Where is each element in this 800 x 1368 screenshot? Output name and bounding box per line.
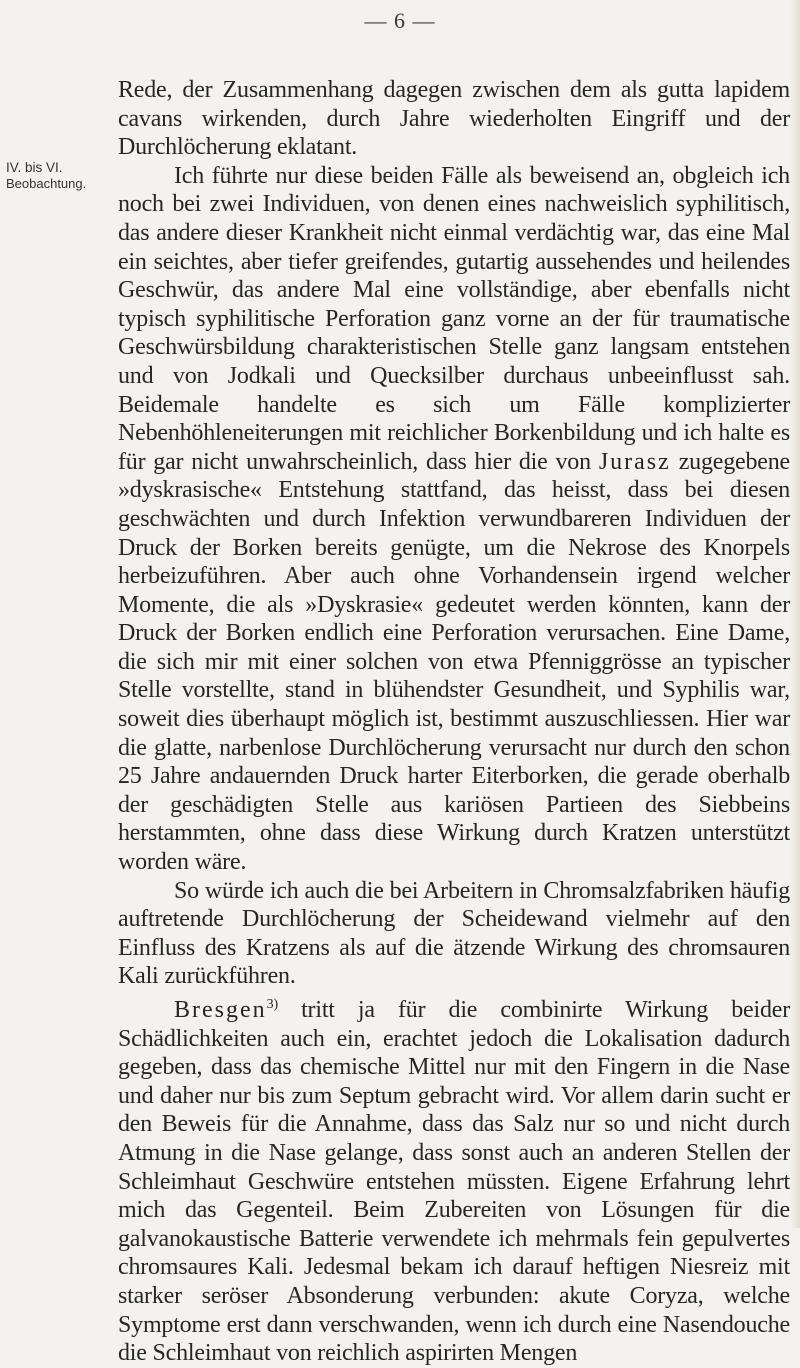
paragraph-3 [118,877,790,991]
paragraph-2-text-before: Ich führte nur diese beiden Fälle als beweisend an, obgleich ich noch bei zwei Individuen, von denen eines nachweislich syphilitisch, das andere dieser Krankheit nicht einmal verdächtig war, das eine Mal ein seichtes, aber tiefer greifendes, gutartig aussehendes und heilendes Geschwür, das andere Mal eine vollständige, aber ebenfalls nicht typisch syphilitische Perforation ganz vorne an der für traumatische Geschwürsbildung charakteristischen Stelle ganz langsam entstehen und von Jodkali und Quecksilber durchaus unbeeinflusst sah. Beidemale handelte es sich um Fälle komplizierter Nebenhöhleneiterungen mit reichlicher Borkenbildung und ich halte es für gar nicht unwahrscheinlich, dass hier die von [118,162,790,475]
page-edge-shadow [790,0,800,1228]
paragraph-4 [118,991,790,1368]
paragraph-2-text-after: zugegebene »dyskrasische« Entstehung stattfand, das heisst, dass bei diesen geschwächten und durch Infektion verwundbareren Individuen der Druck der Borken bereits genügte, um die Nekrose des Knorpels herbeizuführen. Aber auch ohne Vorhandensein irgend welcher Momente, die als »Dyskrasie« gedeutet werden könnten, kann der Druck der Borken endlich eine Perforation verursachen. Eine Dame, die sich mir mit einer solchen von etwa Pfenniggrösse an typischer Stelle vorstellte, stand in blühendster Gesundheit, und Syphilis war, soweit dies überhaupt möglich ist, bestimmt auszuschliessen. Hier war die glatte, narbenlose Durchlöcherung verursacht nur durch den schon 25 Jahre andauernden Druck harter Eiterborken, die gerade oberhalb der geschädigten Stelle aus kariösen Partieen des Siebbeins herstammten, ohne dass diese Wirkung durch Kratzen unterstützt worden wäre. [118,448,790,876]
paragraph-4-text: tritt ja für die combinirte Wirkung beider Schädlichkeiten auch ein, erachtet jedoch die Lokalisation dadurch gegeben, dass das chemische Mittel nur mit den Fingern in die Nase und daher nur bis zum Septum gebracht wird. Vor allem darin sucht er den Beweis für die Annahme, dass das Salz nur so und nicht durch Atmung in die Nase gelange, dass sonst auch an anderen Stellen der Schleimhaut Geschwüre entstehen müssten. Eigene Erfahrung lehrt mich das Gegenteil. Beim Zubereiten von Lösungen für die galvanokaustische Batterie verwendete ich mehrmals fein gepulvertes chromsaures Kali. Jedesmal bekam ich darauf heftigen Niesreiz mit starker seröser Absonderung verbunden: akute Coryza, welche Symptome erst dann verschwanden, wenn ich durch eine Nasendouche die Schleimhaut von reichlich aspirirten Mengen [118,997,790,1367]
paragraph-2 [118,162,790,877]
author-name-jurasz: Jurasz [598,448,671,475]
page-number: — 6 — [364,8,436,33]
paragraph-1-text: Rede, der Zusammenhang dagegen zwischen dem als gutta lapidem cavans wirkenden, durch Jahre wiederholten Eingriff und der Durchlöcherung eklatant. [118,77,790,161]
margin-section-note: IV. bis VI. [6,160,63,175]
margin-observation-label: Beobachtung. [6,176,87,191]
paragraph-1 [118,76,790,162]
author-name-bresgen: Bresgen [174,997,267,1023]
paragraph-3-text: So würde ich auch die bei Arbeitern in Chromsalzfabriken häufig auftretende Durchlöcherung der Scheidewand vielmehr auf den Einfluss des Kratzens als auf die ätzende Wirkung des chromsauren Kali zurückführen. [118,877,790,990]
body-text [118,76,790,1368]
footnote-marker[interactable]: 3) [266,997,278,1012]
